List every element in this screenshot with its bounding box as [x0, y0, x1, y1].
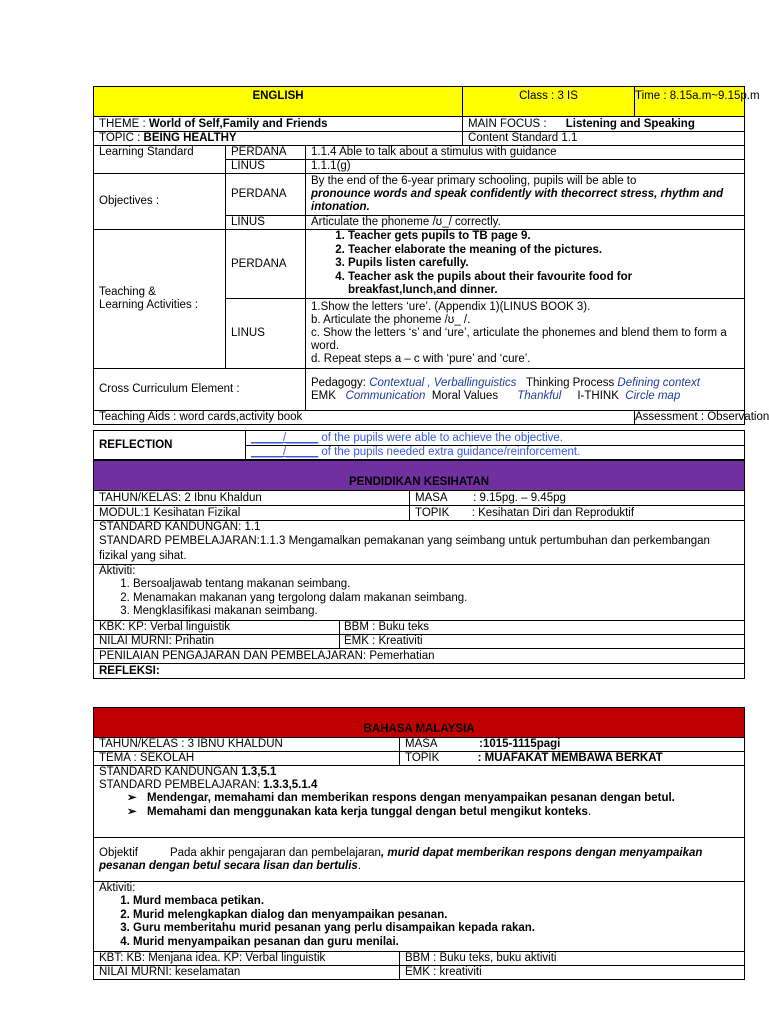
bm-masa: MASA :1015-1115pagi	[400, 738, 745, 752]
pk-topik: TOPIK : Kesihatan Diri dan Reproduktif	[410, 506, 745, 521]
list-item: 2. Murid melengkapkan dialog dan menyampaikan pesanan.	[133, 909, 739, 923]
pk-lesson-table	[93, 460, 745, 679]
bm-lesson-table	[93, 707, 745, 980]
cce-values: Pedagogy: Contextual , Verballinguistics Thinking Process Defining context EMK Communication Moral Values Thankful I-THINK Circle map	[306, 369, 745, 411]
bm-standards: STANDARD KANDUNGAN 1.3,5.1 STANDARD PEMBELAJARAN: 1.3.3,5.1.4 ➢ Mendengar, memahami dan memberikan respons dengan menyampaikan pesanan dengan betul. ➢ Memahami dan menggunakan kata kerja tunggal dengan betul mengikut konteks.	[94, 766, 745, 838]
reflection-table	[93, 430, 745, 460]
ls-perdana-label: PERDANA	[226, 146, 306, 160]
teaching-aids: Teaching Aids : word cards,activity book	[94, 411, 635, 425]
pk-title: PENDIDIKAN KESIHATAN	[94, 461, 745, 491]
bm-objektif: Objektif Pada akhir pengajaran dan pembelajaran, murid dapat memberikan respons dengan menyampaikan pesanan dengan betul secara lisan dan bertulis.	[94, 838, 745, 882]
act-perdana-list	[306, 230, 745, 299]
reflection-line-1: _____/_____ of the pupils were able to achieve the objective.	[246, 431, 745, 446]
bm-tema: TEMA : SEKOLAH	[94, 752, 400, 766]
pk-emk: EMK : Kreativiti	[340, 635, 745, 649]
pk-nilai: NILAI MURNI: Prihatin	[94, 635, 340, 649]
assessment: Assessment : Observation	[635, 411, 769, 423]
list-item: 3. Guru memberitahu murid pesanan yang perlu disampaikan kepada rakan.	[133, 922, 739, 936]
objectives-label: Objectives :	[94, 174, 226, 230]
topic-cell: TOPIC : BEING HEALTHY	[94, 132, 463, 146]
obj-linus-value: Articulate the phoneme /ʊ_/ correctly.	[306, 216, 745, 230]
pk-tahun: TAHUN/KELAS: 2 Ibnu Khaldun	[94, 491, 410, 506]
subject-title: ENGLISH	[94, 87, 463, 117]
pk-modul: MODUL:1 Kesihatan Fizikal	[94, 506, 410, 521]
time-label: Time : 8.15a.m~9.15p.m	[635, 87, 745, 117]
main-focus-cell: MAIN FOCUS : Listening and Speaking	[463, 117, 745, 132]
bm-activities: Aktiviti: 1. Murd membaca petikan. 2. Murid melengkapkan dialog dan menyampaikan pesanan. 3. Guru memberitahu murid pesanan yang perlu disampaikan kepada rakan. 4. Murid menyampaikan pesanan dan guru menilai.	[94, 882, 745, 952]
list-item: 4. Murid menyampaikan pesanan dan guru menilai.	[133, 936, 739, 950]
cce-label: Cross Curriculum Element :	[94, 369, 306, 411]
learning-standard-label: Learning Standard	[94, 146, 226, 174]
content-standard: Content Standard 1.1	[463, 132, 745, 146]
act-linus-list: 1.Show the letters ‘ure’. (Appendix 1)(LINUS BOOK 3). b. Articulate the phoneme /ʊ_ /. c. Show the letters ‘s’ and ‘ure’, articulate the phonemes and blend them to form a word. d. Repeat steps a – c with ‘pure’ and ‘cure’.	[306, 299, 745, 369]
bm-topik: TOPIK : MUAFAKAT MEMBAWA BERKAT	[400, 752, 745, 766]
class-label: Class : 3 IS	[463, 87, 635, 117]
bm-emk: EMK : kreativiti	[400, 966, 745, 980]
obj-perdana-label: PERDANA	[226, 174, 306, 216]
pk-standards: STANDARD KANDUNGAN: 1.1 STANDARD PEMBELAJARAN:1.1.3 Mengamalkan pemakanan yang seimbang untuk pertumbuhan dan perkembangan fizikal yang sihat.	[94, 521, 745, 565]
obj-perdana-value: By the end of the 6-year primary schooling, pupils will be able to pronounce words and speak confidently with thecorrect stress, rhythm and intonation.	[306, 174, 745, 216]
pk-kbk: KBK: KP: Verbal linguistik	[94, 621, 340, 635]
ls-perdana-value: 1.1.4 Able to talk about a stimulus with guidance	[306, 146, 745, 160]
bm-kbt: KBT: KB: Menjana idea. KP: Verbal linguistik	[94, 952, 400, 966]
reflection-label: REFLECTION	[94, 431, 246, 460]
pk-penilaian: PENILAIAN PENGAJARAN DAN PEMBELAJARAN: Pemerhatian	[94, 649, 745, 664]
ls-linus-value: 1.1.1(g)	[306, 160, 745, 174]
bm-nilai: NILAI MURNI: keselamatan	[94, 966, 400, 980]
list-item: 3. Mengklasifikasi makanan seimbang.	[133, 605, 739, 619]
list-item: 1. Teacher gets pupils to TB page 9.	[348, 230, 739, 244]
bm-bbm: BBM : Buku teks, buku aktiviti	[400, 952, 745, 966]
obj-linus-label: LINUS	[226, 216, 306, 230]
list-item: 2. Menamakan makanan yang tergolong dalam makanan seimbang.	[133, 592, 739, 606]
list-item: 3. Pupils listen carefully.	[348, 257, 739, 271]
english-lesson-table	[93, 86, 769, 425]
list-item: 1. Bersoaljawab tentang makanan seimbang.	[133, 578, 739, 592]
theme-cell: THEME : World of Self,Family and Friends	[94, 117, 463, 132]
bm-title: BAHASA MALAYSIA	[94, 708, 745, 738]
pk-masa: MASA : 9.15pg. – 9.45pg	[410, 491, 745, 506]
pk-bbm: BBM : Buku teks	[340, 621, 745, 635]
pk-refleksi: REFLEKSI:	[94, 664, 745, 679]
bm-tahun: TAHUN/KELAS : 3 IBNU KHALDUN	[94, 738, 400, 752]
list-item: ➢ Memahami dan menggunakan kata kerja tunggal dengan betul mengikut konteks.	[147, 806, 739, 820]
list-item: ➢ Mendengar, memahami dan memberikan respons dengan menyampaikan pesanan dengan betul.	[147, 792, 739, 806]
list-item: 2. Teacher elaborate the meaning of the pictures.	[348, 244, 739, 258]
act-perdana-label: PERDANA	[226, 230, 306, 299]
teaching-label: Teaching & Learning Activities :	[94, 230, 226, 369]
reflection-line-2: _____/_____ of the pupils needed extra guidance/reinforcement.	[246, 446, 745, 460]
list-item: 1. Murd membaca petikan.	[133, 895, 739, 909]
act-linus-label: LINUS	[226, 299, 306, 369]
ls-linus-label: LINUS	[226, 160, 306, 174]
pk-activities: Aktiviti: 1. Bersoaljawab tentang makanan seimbang. 2. Menamakan makanan yang tergolong dalam makanan seimbang. 3. Mengklasifikasi makanan seimbang.	[94, 565, 745, 621]
list-item: 4. Teacher ask the pupils about their favourite food for breakfast,lunch,and dinner.	[348, 271, 739, 298]
